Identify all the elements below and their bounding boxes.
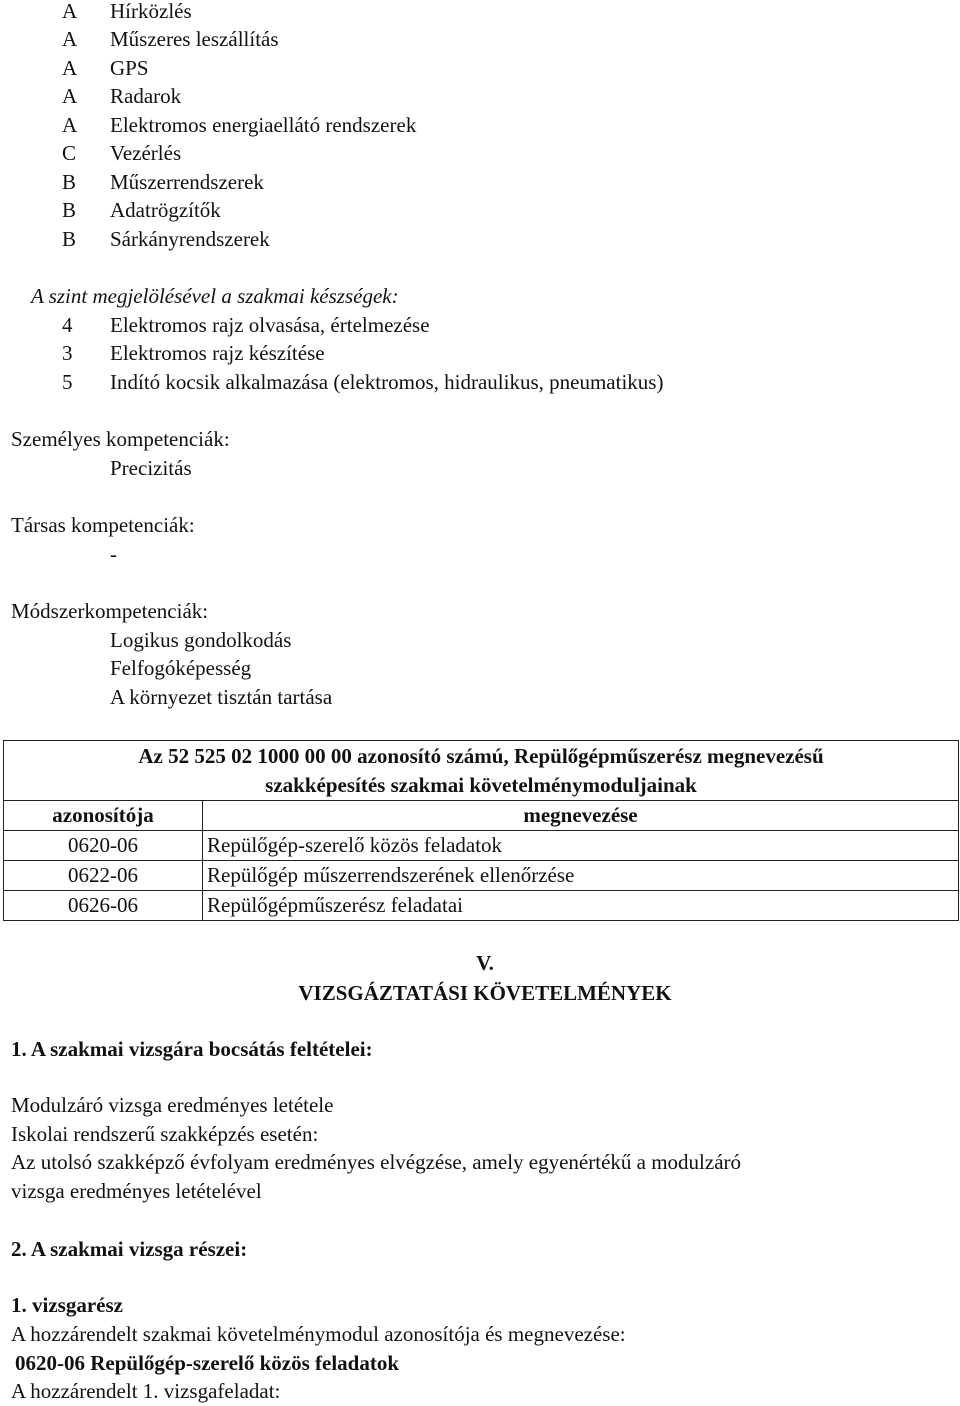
module-name-cell: Repülőgépműszerész feladatai xyxy=(203,891,959,921)
personal-competency-item: Precizitás xyxy=(110,456,192,480)
module-name-cell: Repülőgép-szerelő közös feladatok xyxy=(203,831,959,861)
level-code: C xyxy=(62,141,77,165)
level-code: A xyxy=(62,84,78,108)
table-row xyxy=(4,831,959,861)
skill-level: 5 xyxy=(62,370,73,394)
competency-name: Hírközlés xyxy=(110,0,192,23)
table-row xyxy=(4,891,959,921)
skill-level: 3 xyxy=(62,341,73,365)
module-name-cell: Repülőgép műszerrendszerének ellenőrzése xyxy=(203,861,959,891)
table-caption-line: Az 52 525 02 1000 00 00 azonosító számú, Repülőgépműszerész megnevezésű xyxy=(138,744,824,768)
competency-name: Elektromos energiaellátó rendszerek xyxy=(110,113,417,137)
competency-name: Sárkányrendszerek xyxy=(110,227,270,251)
module-table xyxy=(3,740,959,921)
skill-name: Elektromos rajz olvasása, értelmezése xyxy=(110,313,430,337)
level-code: A xyxy=(62,113,78,137)
table-caption-row xyxy=(4,741,959,801)
exam-parts-heading: 2. A szakmai vizsga részei: xyxy=(11,1237,248,1261)
section-title: VIZSGÁZTATÁSI KÖVETELMÉNYEK xyxy=(298,981,672,1005)
competency-name: Adatrögzítők xyxy=(110,198,221,222)
section-number: V. xyxy=(476,951,494,975)
module-id-cell: 0622-06 xyxy=(4,861,203,891)
exam-conditions-line: Az utolsó szakképző évfolyam eredményes elvégzése, amely egyenértékű a modulzáró xyxy=(11,1150,742,1174)
column-header-name: megnevezése xyxy=(203,801,959,831)
exam-part-module: 0620-06 Repülőgép-szerelő közös feladatok xyxy=(15,1351,399,1375)
level-code: B xyxy=(62,198,77,222)
competency-name: Vezérlés xyxy=(110,141,182,165)
personal-competencies-heading: Személyes kompetenciák: xyxy=(11,427,230,451)
section-heading xyxy=(260,948,710,1008)
competency-name: GPS xyxy=(110,56,149,80)
exam-part-task-label: A hozzárendelt 1. vizsgafeladat: xyxy=(11,1379,281,1403)
social-competency-item: - xyxy=(110,542,117,566)
exam-part-heading: 1. vizsgarész xyxy=(11,1293,123,1317)
level-code: B xyxy=(62,170,77,194)
module-id-cell: 0620-06 xyxy=(4,831,203,861)
level-code: A xyxy=(62,56,78,80)
level-code: A xyxy=(62,0,78,23)
table-row xyxy=(4,861,959,891)
method-competency-item: Felfogóképesség xyxy=(110,656,252,680)
module-id-cell: 0626-06 xyxy=(4,891,203,921)
column-header-id: azonosítója xyxy=(4,801,203,831)
competency-name: Műszerrendszerek xyxy=(110,170,264,194)
table-caption-line: szakképesítés szakmai követelménymoduljainak xyxy=(265,773,697,797)
method-competency-item: A környezet tisztán tartása xyxy=(110,685,333,709)
competency-name: Radarok xyxy=(110,84,182,108)
table-caption xyxy=(4,741,959,801)
skills-heading: A szint megjelölésével a szakmai készségek: xyxy=(31,284,399,308)
competency-name: Műszeres leszállítás xyxy=(110,27,279,51)
skill-name: Indító kocsik alkalmazása (elektromos, hidraulikus, pneumatikus) xyxy=(110,370,664,394)
exam-part-module-label: A hozzárendelt szakmai követelménymodul azonosítója és megnevezése: xyxy=(11,1322,626,1346)
exam-conditions-line: Iskolai rendszerű szakképzés esetén: xyxy=(11,1122,319,1146)
table-header-row xyxy=(4,801,959,831)
exam-conditions-heading: 1. A szakmai vizsgára bocsátás feltételei: xyxy=(11,1037,373,1061)
skill-name: Elektromos rajz készítése xyxy=(110,341,325,365)
exam-conditions-line: vizsga eredményes letételével xyxy=(11,1179,262,1203)
method-competencies-heading: Módszerkompetenciák: xyxy=(11,599,209,623)
level-code: A xyxy=(62,27,78,51)
exam-conditions-line: Modulzáró vizsga eredményes letétele xyxy=(11,1093,334,1117)
skill-level: 4 xyxy=(62,313,73,337)
level-code: B xyxy=(62,227,77,251)
method-competency-item: Logikus gondolkodás xyxy=(110,628,292,652)
social-competencies-heading: Társas kompetenciák: xyxy=(11,513,195,537)
